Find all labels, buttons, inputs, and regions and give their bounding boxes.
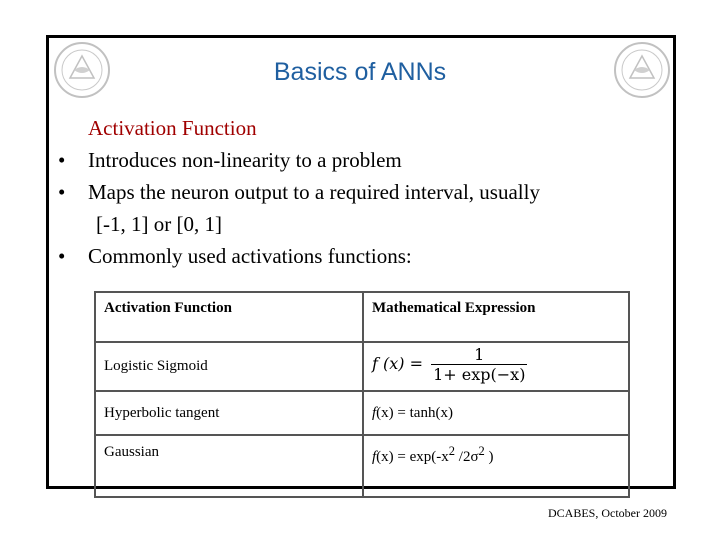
function-symbol: f	[372, 404, 377, 421]
fraction	[431, 345, 527, 384]
table-row	[95, 391, 629, 435]
column-header: Activation Function	[95, 292, 363, 342]
superscript: 2	[448, 444, 456, 458]
expression-cell	[363, 391, 629, 435]
bullet-text: Maps the neuron output to a required interval, usually	[88, 180, 540, 204]
slide-title: Basics of ANNs	[273, 58, 447, 86]
bullet-item	[58, 240, 658, 272]
expression-cell	[363, 435, 629, 497]
sigmoid-formula	[372, 345, 527, 384]
function-name-cell: Gaussian	[95, 435, 363, 497]
expression-text: /2σ	[455, 449, 479, 465]
superscript: 2	[478, 444, 485, 458]
column-header: Mathematical Expression	[363, 292, 629, 342]
bullet-text: Commonly used activations functions:	[88, 244, 412, 268]
expression-text: (x) = tanh(x)	[376, 404, 453, 421]
bullet-text: Introduces non-linearity to a problem	[88, 148, 402, 172]
bullet-text-continued: [-1, 1] or [0, 1]	[96, 212, 222, 236]
formula-lhs: f (x) =	[372, 354, 424, 373]
fraction-denominator: 1+ exp(−x)	[433, 365, 526, 384]
subheading: Activation Function	[88, 116, 257, 140]
bullet-item	[58, 176, 658, 208]
table-row	[95, 342, 629, 391]
bullet-marker: •	[58, 180, 66, 204]
function-symbol: f	[372, 449, 377, 465]
bullet-marker: •	[58, 244, 66, 268]
bullet-item	[58, 144, 658, 176]
expression-text: (x) = exp(-x	[376, 449, 449, 465]
subheading-line	[58, 112, 658, 144]
fraction-numerator: 1	[431, 345, 527, 365]
table-header-row	[95, 292, 629, 342]
function-name-cell: Logistic Sigmoid	[95, 342, 363, 391]
expression-text: )	[484, 449, 494, 465]
footer-text: DCABES, October 2009	[548, 506, 667, 520]
table-row	[95, 435, 629, 497]
activation-functions-table	[94, 291, 630, 498]
expression-cell	[363, 342, 629, 391]
bullet-marker: •	[58, 148, 66, 172]
function-name-cell: Hyperbolic tangent	[95, 391, 363, 435]
bullet-continuation	[58, 208, 658, 240]
bullet-list	[58, 112, 658, 272]
